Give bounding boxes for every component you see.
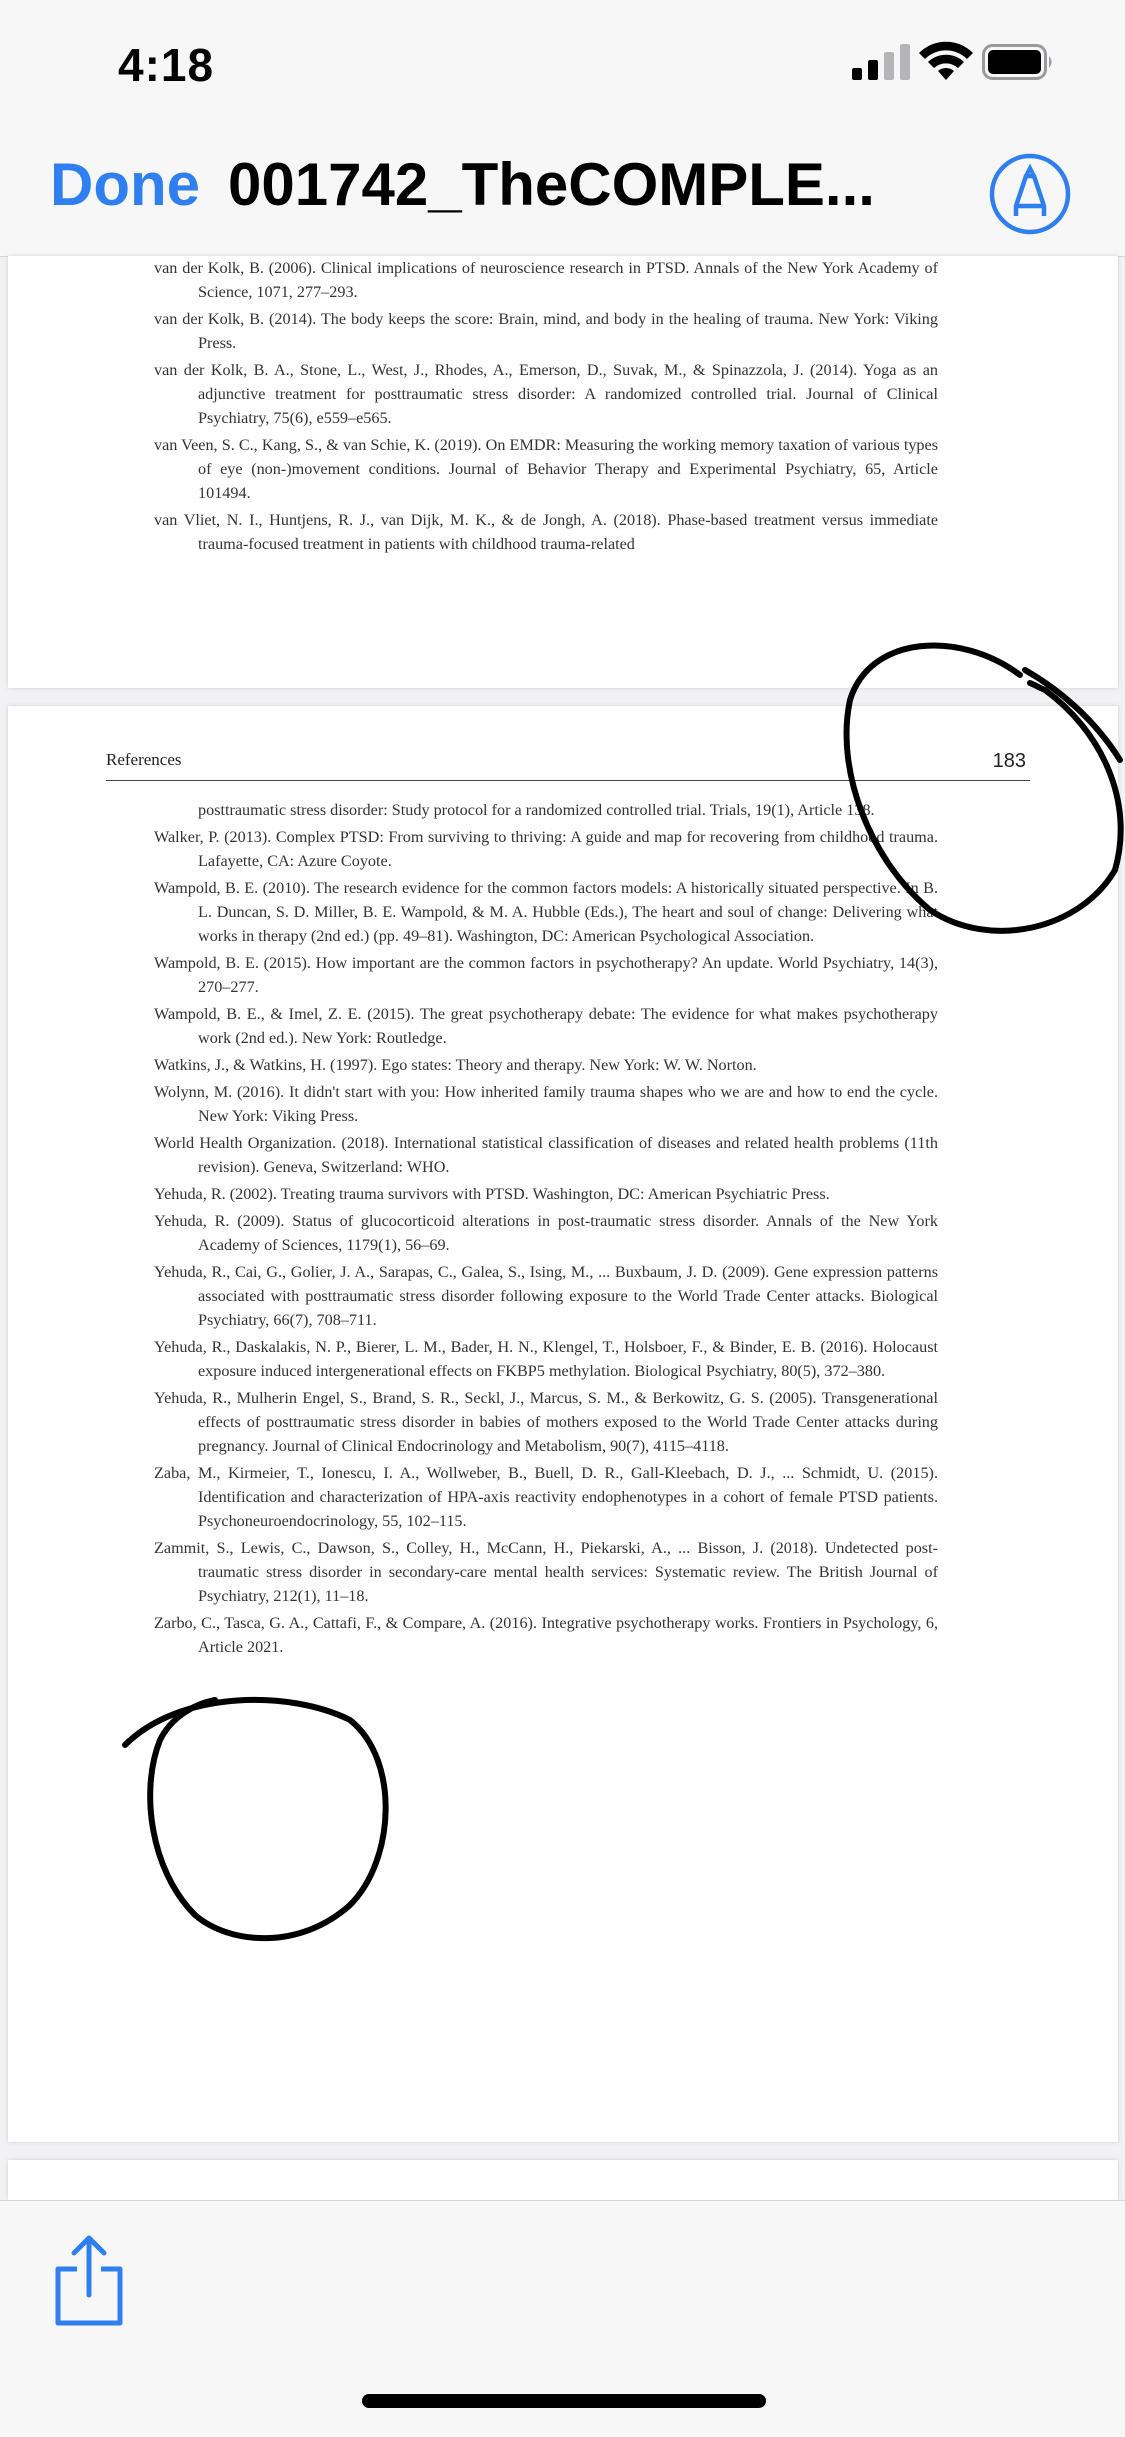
- reference-entry: Yehuda, R. (2009). Status of glucocorticoid alterations in post-traumatic stress disorder. Annals of the New York Academy of Sciences, 1179(1), 56–69.: [154, 1212, 938, 1254]
- page-number: 183: [992, 750, 1026, 772]
- reference-entry: van der Kolk, B. A., Stone, L., West, J., Rhodes, A., Emerson, D., Suvak, M., & Spinazzola, J. (2014). Yoga as an adjunctive treatment for posttraumatic stress disorder: A randomized controlled trial. Journal of Clinical Psychiatry, 75(6), e559–e565.: [154, 361, 938, 427]
- status-bar: [0, 0, 1125, 130]
- reference-entry: van Veen, S. C., Kang, S., & van Schie, K. (2019). On EMDR: Measuring the working memory taxation of various types of eye (non-)movement conditions. Journal of Behavior Therapy and Experimental Psychiatry, 65, Article 101494.: [154, 436, 938, 502]
- reference-entry: Wampold, B. E. (2010). The research evidence for the common factors models: A historically situated perspective. In B. L. Duncan, S. D. Miller, B. E. Wampold, & M. A. Hubble (Eds.), The heart and soul of change: Delivering what works in therapy (2nd ed.) (pp. 49–81). Washington, DC: American Psychological Association.: [154, 879, 938, 945]
- reference-list: [154, 256, 938, 559]
- reference-entry: Zaba, M., Kirmeier, T., Ionescu, I. A., Wollweber, B., Buell, D. R., Gall-Kleebach, D. J., ... Schmidt, U. (2015). Identification and characterization of HPA-axis reactivity endophenotypes in a cohort of female PTSD patients. Psychoneuroendocrinology, 55, 102–115.: [154, 1464, 938, 1530]
- reference-continuation: posttraumatic stress disorder: Study protocol for a randomized controlled trial. Trials, 19(1), Article 138.: [198, 801, 875, 819]
- reference-entry: Wolynn, M. (2016). It didn't start with you: How inherited family trauma shapes who we are and how to end the cycle. New York: Viking Press.: [154, 1083, 938, 1125]
- reference-entry: Yehuda, R., Cai, G., Golier, J. A., Sarapas, C., Galea, S., Ising, M., ... Buxbaum, J. D. (2009). Gene expression patterns associated with posttraumatic stress disorder following exposure to the World Trade Center attacks. Biological Psychiatry, 66(7), 708–711.: [154, 1263, 938, 1329]
- reference-entry: Wampold, B. E. (2015). How important are the common factors in psychotherapy? An update. World Psychiatry, 14(3), 270–277.: [154, 954, 938, 996]
- reference-entry: van Vliet, N. I., Huntjens, R. J., van Dijk, M. K., & de Jongh, A. (2018). Phase-based treatment versus immediate trauma-focused treatment in patients with childhood trauma-related: [154, 511, 938, 553]
- done-button[interactable]: Done: [50, 151, 200, 218]
- reference-list: [154, 798, 938, 1662]
- share-icon[interactable]: [52, 2233, 126, 2329]
- reference-entry: Yehuda, R., Daskalakis, N. P., Bierer, L. M., Bader, H. N., Klengel, T., Holsboer, F., & Binder, E. B. (2016). Holocaust exposure induced intergenerational effects on FKBP5 methylation. Biological Psychiatry, 80(5), 372–380.: [154, 1338, 938, 1380]
- cellular-signal-icon: [852, 44, 912, 80]
- pdf-page-183: [8, 706, 1118, 2142]
- reference-entry: van der Kolk, B. (2006). Clinical implications of neuroscience research in PTSD. Annals of the New York Academy of Science, 1071, 277–293.: [154, 259, 938, 301]
- reference-entry: World Health Organization. (2018). International statistical classification of diseases and related health problems (11th revision). Geneva, Switzerland: WHO.: [154, 1134, 938, 1176]
- reference-entry: Zarbo, C., Tasca, G. A., Cattafi, F., & Compare, A. (2016). Integrative psychotherapy works. Frontiers in Psychology, 6, Article 2021.: [154, 1614, 938, 1656]
- document-title: 001742_TheCOMPLE...: [228, 151, 875, 218]
- reference-entry: Walker, P. (2013). Complex PTSD: From surviving to thriving: A guide and map for recovering from childhood trauma. Lafayette, CA: Azure Coyote.: [154, 828, 938, 870]
- reference-entry: Watkins, J., & Watkins, H. (1997). Ego states: Theory and therapy. New York: W. W. Norton.: [154, 1056, 757, 1074]
- reference-entry: Wampold, B. E., & Imel, Z. E. (2015). The great psychotherapy debate: The evidence for what makes psychotherapy work (2nd ed.). New York: Routledge.: [154, 1005, 938, 1047]
- markup-pen-icon[interactable]: [988, 152, 1072, 236]
- reference-entry: Yehuda, R. (2002). Treating trauma survivors with PTSD. Washington, DC: American Psychiatric Press.: [154, 1185, 830, 1203]
- page-header: [106, 744, 1030, 781]
- reference-entry: Yehuda, R., Mulherin Engel, S., Brand, S. R., Seckl, J., Marcus, S. M., & Berkowitz, G. S. (2005). Transgenerational effects of posttraumatic stress disorder in babies of mothers exposed to the World Trade Center attacks during pregnancy. Journal of Clinical Endocrinology and Metabolism, 90(7), 4115–4118.: [154, 1389, 938, 1455]
- status-time: 4:18: [118, 39, 215, 91]
- nav-bar: [0, 130, 1125, 257]
- wifi-icon: [918, 40, 974, 82]
- running-head: References: [106, 750, 182, 769]
- battery-icon: [982, 44, 1054, 80]
- pdf-page-previous: [8, 256, 1118, 688]
- reference-entry: van der Kolk, B. (2014). The body keeps the score: Brain, mind, and body in the healing of trauma. New York: Viking Press.: [154, 310, 938, 352]
- pdf-page-next: [8, 2160, 1118, 2200]
- reference-entry: Zammit, S., Lewis, C., Dawson, S., Colley, H., McCann, H., Piekarski, A., ... Bisson, J. (2018). Undetected post-traumatic stress disorder in secondary-care mental health services: Systematic review. The British Journal of Psychiatry, 212(1), 11–18.: [154, 1539, 938, 1605]
- home-indicator: [362, 2394, 766, 2408]
